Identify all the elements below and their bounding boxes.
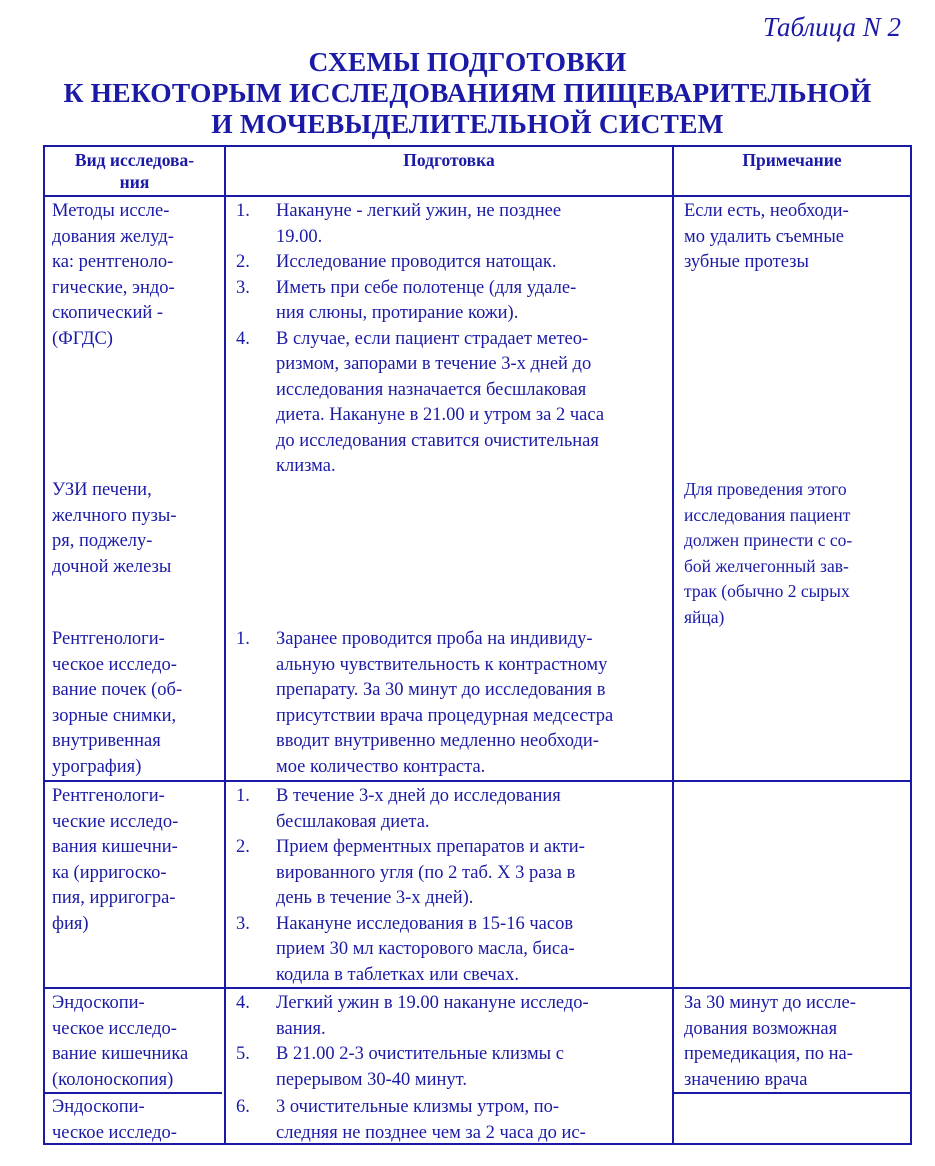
table-border-top	[43, 145, 912, 147]
row-colonoscopy-note: За 30 минут до иссле- дования возможная премедикация, по на- значению врача	[684, 993, 856, 1090]
row-endoscopy-steps	[236, 1095, 586, 1146]
list-item: 3. Накануне исследования в 15-16 часов прием 30 мл касторового масла, биса- кодила в таблетках или свечах.	[236, 913, 575, 985]
header-type: Вид исследова- ния	[74, 150, 195, 192]
header-note: Примечание	[742, 150, 842, 170]
header-divider	[43, 195, 912, 197]
row-ultrasound-note: Для проведения этого исследования пациент должен принести с со- бой желчегонный зав- трак (обычно 2 сырых яйца)	[684, 479, 853, 627]
row-endoscopy-type: Эндоскопи- ческое исследо-	[52, 1097, 177, 1143]
row-bowel-xray-type: Рентгенологи- ческие исследо- вания кишечни- ка (ирригоско- пия, ирригогра- фия)	[52, 786, 179, 934]
list-item: 1. Накануне - легкий ужин, не позднее 19.00.	[236, 201, 562, 247]
row-colonoscopy-type: Эндоскопи- ческое исследо- вание кишечника (колоноскопия)	[52, 993, 189, 1090]
row-divider	[43, 780, 912, 782]
table-border-left	[43, 145, 45, 1145]
column-divider	[672, 145, 674, 1145]
row-kidney-steps	[236, 627, 613, 780]
page-title	[0, 46, 935, 139]
title-line: СХЕМЫ ПОДГОТОВКИ	[308, 46, 627, 77]
list-item: 1. Заранее проводится проба на индивиду- альную чувствительность к контрастному препарату. За 30 минут до исследования в присутствии врача процедурная медсестра вводит внутривенно медленно необходи- мое количество контраста.	[236, 629, 614, 777]
list-item: 2. Исследование проводится натощак.	[236, 252, 557, 272]
list-item: 4. В случае, если пациент страдает метео- ризмом, запорами в течение 3-х дней до исследования назначается бесшлаковая диета. Накануне в 21.00 и утром за 2 часа до исследования ставится очистительная клизма.	[236, 328, 605, 476]
table-border-right	[910, 145, 912, 1145]
row-kidney-type: Рентгенологи- ческое исследо- вание почек (об- зорные снимки, внутривенная урография)	[52, 629, 183, 777]
list-item: 3. Иметь при себе полотенце (для удале- ния слюны, протирание кожи).	[236, 277, 577, 323]
row-colonoscopy-steps	[236, 991, 589, 1093]
table-number-label: Таблица N 2	[762, 12, 901, 42]
row-stomach-note: Если есть, необходи- мо удалить съемные зубные протезы	[684, 201, 849, 272]
row-stomach-steps	[236, 199, 604, 480]
list-item: 4. Легкий ужин в 19.00 накануне исследо- вания.	[236, 993, 589, 1039]
title-line: К НЕКОТОРЫМ ИССЛЕДОВАНИЯМ ПИЩЕВАРИТЕЛЬНОЙ	[63, 77, 872, 108]
column-divider	[224, 145, 226, 1145]
list-item: 6. 3 очистительные клизмы утром, по- следняя не позднее чем за 2 часа до ис-	[236, 1097, 586, 1143]
list-item: 2. Прием ферментных препаратов и акти- вированного угля (по 2 таб. Х 3 раза в день в течение 3-х дней).	[236, 837, 585, 908]
row-ultrasound-type: УЗИ печени, желчного пузы- ря, поджелу- дочной железы	[52, 480, 177, 577]
list-item: 1. В течение 3-х дней до исследования бесшлаковая диета.	[236, 786, 561, 832]
list-item: 5. В 21.00 2-3 очистительные клизмы с перерывом 30-40 минут.	[236, 1044, 564, 1090]
title-line: И МОЧЕВЫДЕЛИТЕЛЬНОЙ СИСТЕМ	[211, 108, 724, 139]
row-stomach-type: Методы иссле- дования желуд- ка: рентгеноло- гические, эндо- скопический - (ФГДС)	[52, 201, 175, 349]
header-preparation: Подготовка	[403, 150, 495, 170]
row-bowel-xray-steps	[236, 784, 585, 988]
